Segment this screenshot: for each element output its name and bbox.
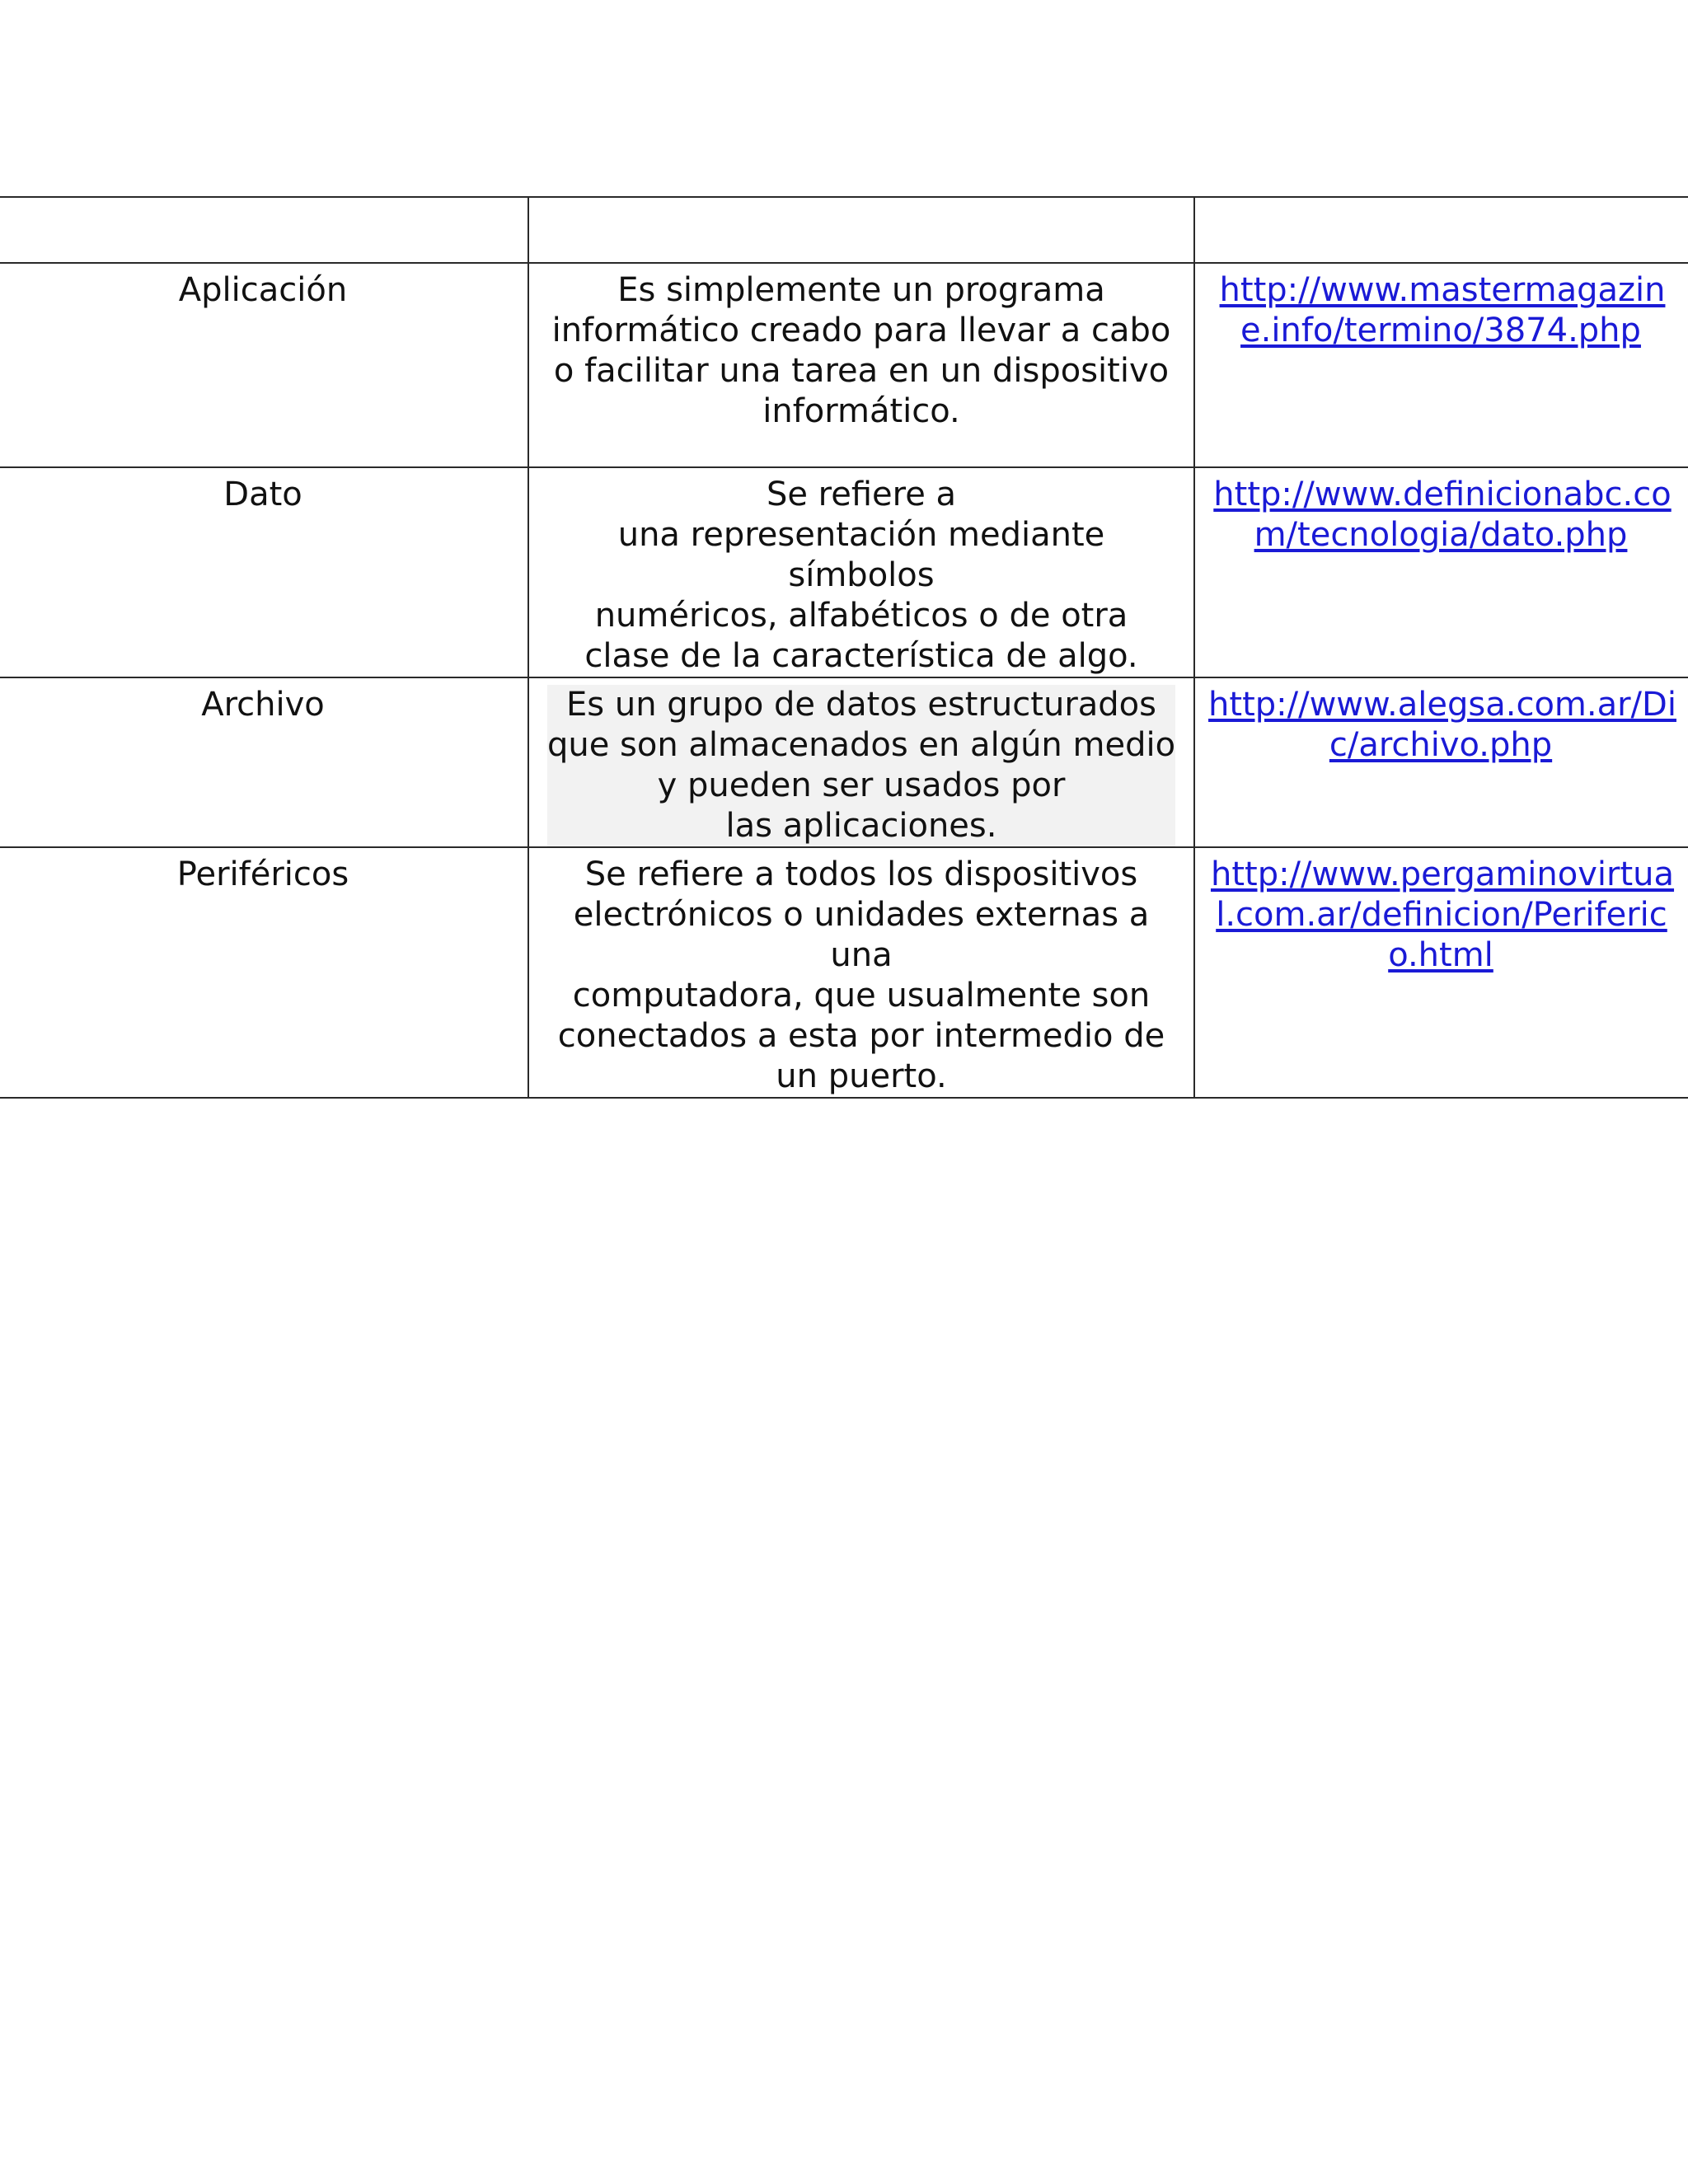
definition-cell <box>528 677 1194 847</box>
header-cell-term <box>0 197 528 263</box>
definition-cell <box>528 847 1194 1098</box>
source-link[interactable]: http://www.mastermagazine.info/termino/3874.php <box>1219 271 1666 349</box>
term-cell: Periféricos <box>0 847 528 1098</box>
term-cell: Dato <box>0 467 528 677</box>
definition-text: Se refiere a una representación mediante símbolos numéricos, alfabéticos o de otra clase de la característica de algo. <box>584 476 1138 675</box>
header-cell-definition <box>528 197 1194 263</box>
definition-text: Se refiere a todos los dispositivos electrónicos o unidades externas a una computadora, que usualmente son conectados a esta por intermedio de un puerto. <box>557 855 1165 1095</box>
definition-cell <box>528 467 1194 677</box>
definition-text: Es simplemente un programa informático creado para llevar a cabo o facilitar una tarea en un dispositivo informático. <box>551 271 1171 430</box>
glossary-table <box>0 196 1688 1099</box>
term-cell: Archivo <box>0 677 528 847</box>
source-link[interactable]: http://www.definicionabc.com/tecnologia/dato.php <box>1213 476 1672 554</box>
table-row <box>0 847 1688 1098</box>
table-row <box>0 467 1688 677</box>
term-cell: Aplicación <box>0 263 528 467</box>
source-cell <box>1194 677 1688 847</box>
source-cell <box>1194 263 1688 467</box>
source-link[interactable]: http://www.pergaminovirtual.com.ar/definicion/Periferico.html <box>1210 855 1675 974</box>
table-header-row <box>0 197 1688 263</box>
source-cell <box>1194 467 1688 677</box>
definition-text: Es un grupo de datos estructurados que son almacenados en algún medio y pueden ser usados por las aplicaciones. <box>546 686 1176 845</box>
header-cell-source <box>1194 197 1688 263</box>
source-cell <box>1194 847 1688 1098</box>
table-row <box>0 677 1688 847</box>
source-link[interactable]: http://www.alegsa.com.ar/Dic/archivo.php <box>1208 686 1676 764</box>
definition-cell <box>528 263 1194 467</box>
table-row <box>0 263 1688 467</box>
